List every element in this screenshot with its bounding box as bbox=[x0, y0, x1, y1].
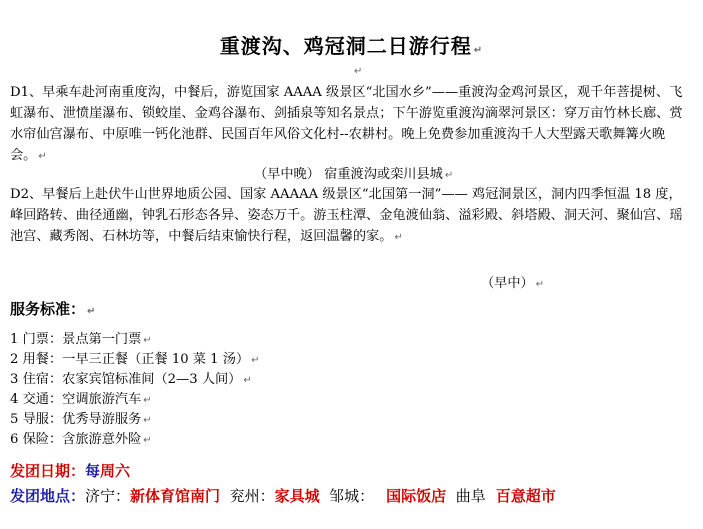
paragraph-mark-icon: ↵ bbox=[143, 435, 152, 446]
yanzhou-location: 家具城 bbox=[274, 487, 320, 505]
departure-date-prefix: 每 bbox=[85, 462, 101, 480]
paragraph-mark-icon: ↵ bbox=[354, 66, 363, 77]
departure-date bbox=[10, 460, 130, 481]
departure-date-value: 周六 bbox=[100, 462, 131, 480]
paragraph-mark-icon: ↵ bbox=[143, 395, 152, 406]
list-item: 1 门票：景点第一门票 ↵ bbox=[10, 332, 152, 347]
paragraph-mark-icon: ↵ bbox=[143, 335, 152, 346]
paragraph-mark-icon: ↵ bbox=[243, 375, 252, 386]
paragraph-mark-icon: ↵ bbox=[535, 279, 545, 290]
list-item: 5 导服：优秀导游服务 ↵ bbox=[10, 412, 152, 427]
zoucheng-location: 国际饭店 bbox=[386, 487, 447, 505]
paragraph-mark-icon: ↵ bbox=[38, 151, 47, 162]
list-item: 2 用餐：一早三正餐（正餐 10 菜 1 汤） ↵ bbox=[10, 352, 260, 367]
qufu-label: 曲阜 bbox=[446, 487, 486, 505]
jining-label: 济宁： bbox=[85, 487, 131, 505]
yanzhou-label: 兖州： bbox=[220, 487, 275, 505]
day1-meals-lodging: （早中晚） 宿重渡沟或栾川县城 ↵ bbox=[254, 167, 454, 182]
service-standard-title: 服务标准： ↵ bbox=[10, 300, 96, 318]
service-list bbox=[10, 330, 260, 450]
departure-location-label: 发团地点： bbox=[10, 487, 86, 505]
list-item: 4 交通：空调旅游汽车 ↵ bbox=[10, 392, 152, 407]
paragraph-mark-icon: ↵ bbox=[143, 415, 152, 426]
day2-meals: （早中） ↵ bbox=[481, 276, 545, 291]
zoucheng-label: 邹城： bbox=[319, 487, 375, 505]
jining-location: 新体育馆南门 bbox=[130, 487, 221, 505]
paragraph-mark-icon: ↵ bbox=[394, 232, 403, 243]
paragraph-mark-icon: ↵ bbox=[251, 355, 260, 366]
page-title: 重渡沟、鸡冠洞二日游行程 ↵ bbox=[219, 34, 484, 58]
qufu-location: 百意超市 bbox=[495, 487, 556, 505]
departure-date-label: 发团日期： bbox=[10, 462, 86, 480]
paragraph-mark-icon: ↵ bbox=[473, 45, 484, 56]
paragraph-mark-icon: ↵ bbox=[87, 306, 96, 317]
list-item: 6 保险：含旅游意外险 ↵ bbox=[10, 432, 152, 447]
paragraph-mark-icon: ↵ bbox=[444, 170, 454, 181]
list-item: 3 住宿：农家宾馆标准间（2—3 人间） ↵ bbox=[10, 372, 252, 387]
day1-itinerary: D1、早乘车赴河南重度沟，中餐后，游览国家 AAAA 级景区“北国水乡”——重渡沟金鸡河景区，观千年菩提树、飞虹瀑布、泄愤崖瀑布、锁蛟崖、金鸡谷瀑布、剑插泉等知名景点；下午游览重渡沟滴翠河景区：穿万亩竹林长廊、赏水帘仙宫瀑布、中原唯一钙化池群、民国百年风俗文化村--农耕村。晚上免费参加重渡沟千人大型露天歌舞篝火晚会。 ↵ bbox=[10, 85, 683, 163]
day2-itinerary: D2、早餐后上赴伏牛山世界地质公园、国家 AAAAA 级景区“北国第一洞”—— 鸡冠洞景区，洞内四季恒温 18 度，峰回路转、曲径通幽，钟乳石形态各异、姿态万千。游玉柱潭、金龟渡仙翁、溢彩殿、斜塔殿、洞天河、聚仙宫、瑶池宫、藏秀阁、石林坊等，中餐后结束愉快行程，返回温馨的家。 ↵ bbox=[10, 187, 683, 244]
departure-locations bbox=[10, 485, 556, 506]
